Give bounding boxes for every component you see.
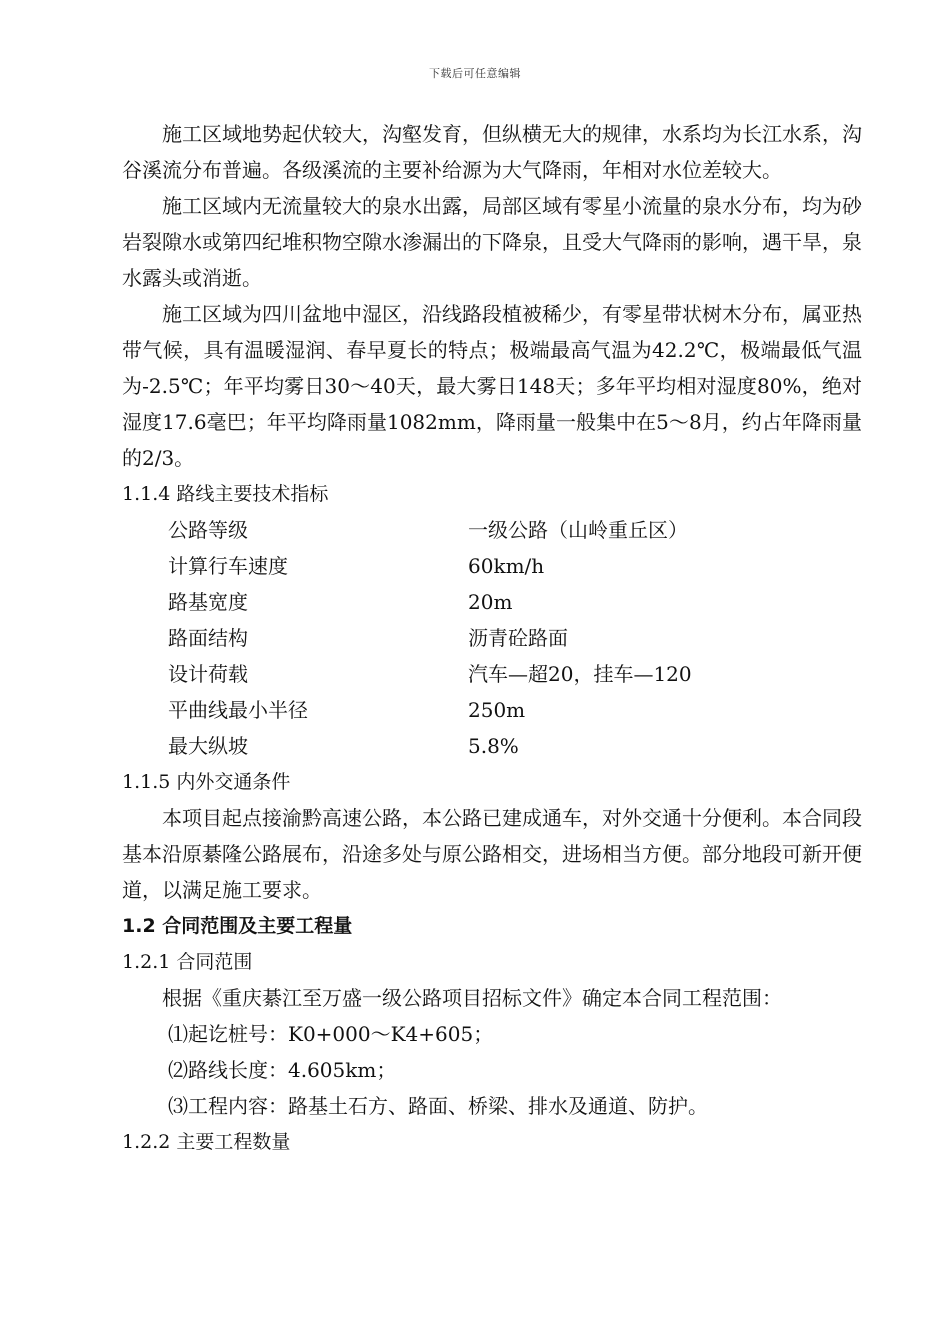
paragraph-contract-scope: 根据《重庆綦江至万盛一级公路项目招标文件》确定本合同工程范围： [162, 986, 782, 1010]
section-heading-1-2-2: 1.2.2 主要工程数量 [122, 1131, 291, 1153]
paragraph-transport: 本项目起点接渝黔高速公路，本公路已建成通车，对外交通十分便利。本合同段基本沿原綦隆公路展布，沿途多处与原公路相交，进场相当方便。部分地段可新开便道，以满足施工要求。 [122, 806, 862, 902]
spec-value: 一级公路（山岭重丘区） [468, 518, 688, 542]
spec-row [122, 620, 862, 656]
spec-row [122, 656, 862, 692]
spec-label: 平曲线最小半径 [168, 698, 308, 722]
spec-row [122, 548, 862, 584]
spec-value: 250m [468, 698, 526, 722]
section-heading-1-2-1: 1.2.1 合同范围 [122, 951, 253, 973]
spec-label: 计算行车速度 [168, 554, 288, 578]
spec-row [122, 512, 862, 548]
spec-label: 公路等级 [168, 518, 248, 542]
spec-label: 路面结构 [168, 626, 248, 650]
page-header: 下载后可任意编辑 [429, 67, 521, 80]
section-heading-1-2: 1.2 合同范围及主要工程量 [122, 915, 353, 937]
spec-label: 最大纵坡 [168, 734, 248, 758]
document-body [122, 116, 862, 1160]
spec-label: 设计荷载 [168, 662, 248, 686]
list-item: ⑴起讫桩号：K0+000～K4+605； [168, 1022, 494, 1046]
spec-value: 5.8% [468, 734, 519, 758]
paragraph-springs: 施工区域内无流量较大的泉水出露，局部区域有零星小流量的泉水分布，均为砂岩裂隙水或第四纪堆积物空隙水渗漏出的下降泉，且受大气降雨的影响，遇干旱，泉水露头或消逝。 [122, 194, 862, 290]
spec-value: 20m [468, 590, 513, 614]
spec-label: 路基宽度 [168, 590, 248, 614]
spec-row [122, 728, 862, 764]
paragraph-climate: 施工区域为四川盆地中湿区，沿线路段植被稀少，有零星带状树木分布，属亚热带气候，具有温暖湿润、春早夏长的特点；极端最高气温为42.2℃，极端最低气温为-2.5℃；年平均雾日30～40天，最大雾日148天；多年平均相对湿度80%，绝对湿度17.6毫巴；年平均降雨量1082mm，降雨量一般集中在5～8月，约占年降雨量的2/3。 [122, 302, 862, 470]
section-heading-1-1-5: 1.1.5 内外交通条件 [122, 771, 291, 793]
spec-row [122, 692, 862, 728]
section-heading-1-1-4: 1.1.4 路线主要技术指标 [122, 483, 329, 505]
list-item: ⑶工程内容：路基土石方、路面、桥梁、排水及通道、防护。 [168, 1094, 708, 1118]
list-item: ⑵路线长度：4.605km； [168, 1058, 397, 1082]
paragraph-terrain: 施工区域地势起伏较大，沟壑发育，但纵横无大的规律，水系均为长江水系，沟谷溪流分布普遍。各级溪流的主要补给源为大气降雨，年相对水位差较大。 [122, 122, 862, 182]
spec-value: 60km/h [468, 554, 545, 578]
spec-value: 汽车—超20，挂车—120 [468, 662, 692, 686]
spec-value: 沥青砼路面 [468, 626, 568, 650]
spec-row [122, 584, 862, 620]
